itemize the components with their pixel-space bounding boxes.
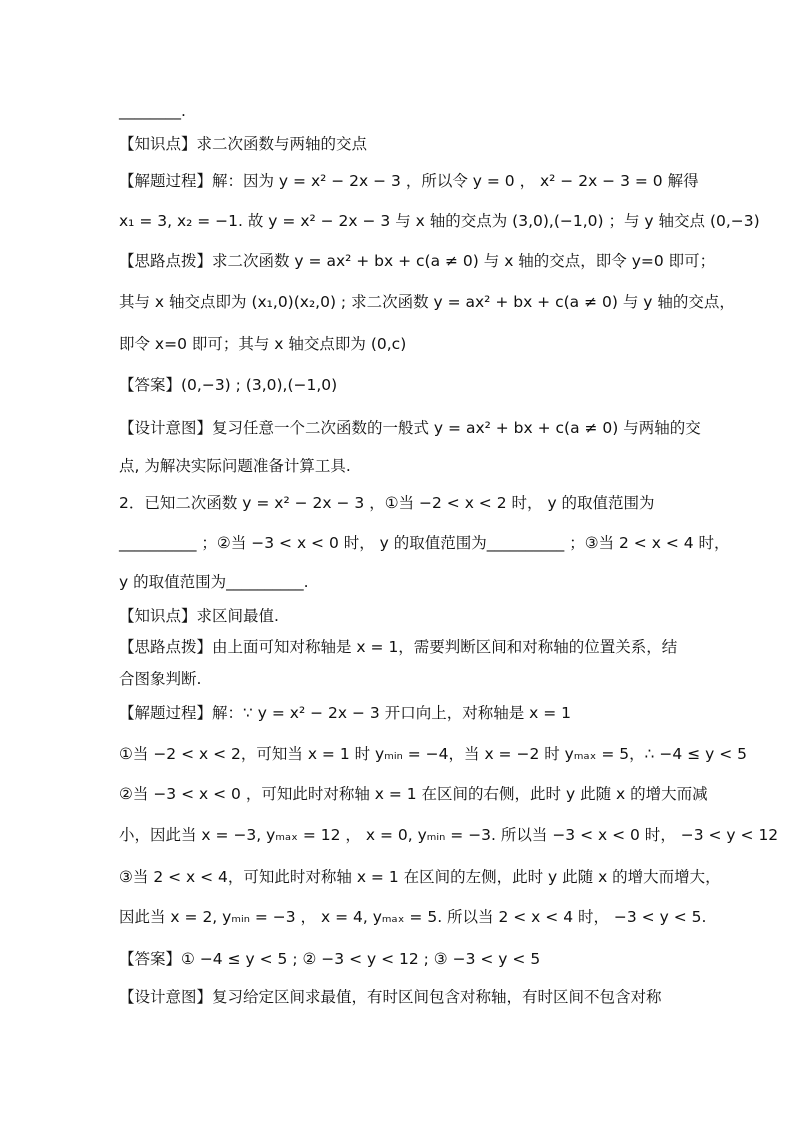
answer: 【答案】(0,−3) ; (3,0),(−1,0): [119, 376, 338, 394]
thinking-hint-2: 【思路点拨】由上面可知对称轴是 x = 1，需要判断区间和对称轴的位置关系，结: [119, 638, 678, 656]
case-3: ③当 2 < x < 4，可知此时对称轴 x = 1 在区间的左侧，此时 y 此随 x 的增大而增大，: [119, 868, 721, 886]
case-2-cont: 小，因此当 x = −3, yₘₐₓ = 12 ， x = 0, yₘᵢₙ = −3. 所以当 −3 < x < 0 时， −3 < y < 12: [119, 826, 779, 844]
question-2-cont: __________ ；②当 −3 < x < 0 时， y 的取值范围为__________ ；③当 2 < x < 4 时，: [119, 534, 730, 552]
case-1: ①当 −2 < x < 2，可知当 x = 1 时 yₘᵢₙ = −4，当 x = −2 时 yₘₐₓ = 5，∴ −4 ≤ y < 5: [119, 745, 747, 763]
question-2-cont2: y 的取值范围为__________.: [119, 573, 309, 591]
design-intent: 【设计意图】复习任意一个二次函数的一般式 y = ax² + bx + c(a ≠ 0) 与两轴的交: [119, 419, 701, 437]
solution-process: 【解题过程】解：因为 y = x² − 2x − 3 ，所以令 y = 0 ， x² − 2x − 3 = 0 解得: [119, 172, 699, 190]
question-2: 2．已知二次函数 y = x² − 2x − 3 ，①当 −2 < x < 2 时， y 的取值范围为: [119, 494, 655, 512]
thinking-hint: 【思路点拨】求二次函数 y = ax² + bx + c(a ≠ 0) 与 x 轴的交点，即令 y=0 即可；: [119, 252, 716, 270]
thinking-hint-cont2: 即令 x=0 即可；其与 x 轴交点即为 (0,c): [119, 335, 407, 353]
solution-process-2: 【解题过程】解：∵ y = x² − 2x − 3 开口向上，对称轴是 x = 1: [119, 704, 571, 722]
case-3-cont: 因此当 x = 2, yₘᵢₙ = −3 ， x = 4, yₘₐₓ = 5. 所以当 2 < x < 4 时， −3 < y < 5.: [119, 908, 707, 926]
design-intent-cont: 点, 为解决实际问题准备计算工具.: [119, 457, 351, 475]
thinking-hint-2-cont: 合图象判断.: [119, 670, 202, 688]
solution-process-cont: x₁ = 3, x₂ = −1. 故 y = x² − 2x − 3 与 x 轴的交点为 (3,0),(−1,0) ；与 y 轴交点 (0,−3): [119, 212, 760, 230]
design-intent-2: 【设计意图】复习给定区间求最值，有时区间包含对称轴，有时区间不包含对称: [119, 988, 662, 1006]
knowledge-point: 【知识点】求二次函数与两轴的交点: [119, 135, 368, 153]
answer-blank-line: ________.: [119, 102, 186, 120]
knowledge-point-2: 【知识点】求区间最值.: [119, 607, 279, 625]
answer-2: 【答案】① −4 ≤ y < 5 ; ② −3 < y < 12 ; ③ −3 < y < 5: [119, 950, 541, 968]
case-2: ②当 −3 < x < 0 ，可知此时对称轴 x = 1 在区间的右侧，此时 y 此随 x 的增大而减: [119, 785, 708, 803]
thinking-hint-cont: 其与 x 轴交点即为 (x₁,0)(x₂,0) ; 求二次函数 y = ax² + bx + c(a ≠ 0) 与 y 轴的交点，: [119, 293, 735, 311]
